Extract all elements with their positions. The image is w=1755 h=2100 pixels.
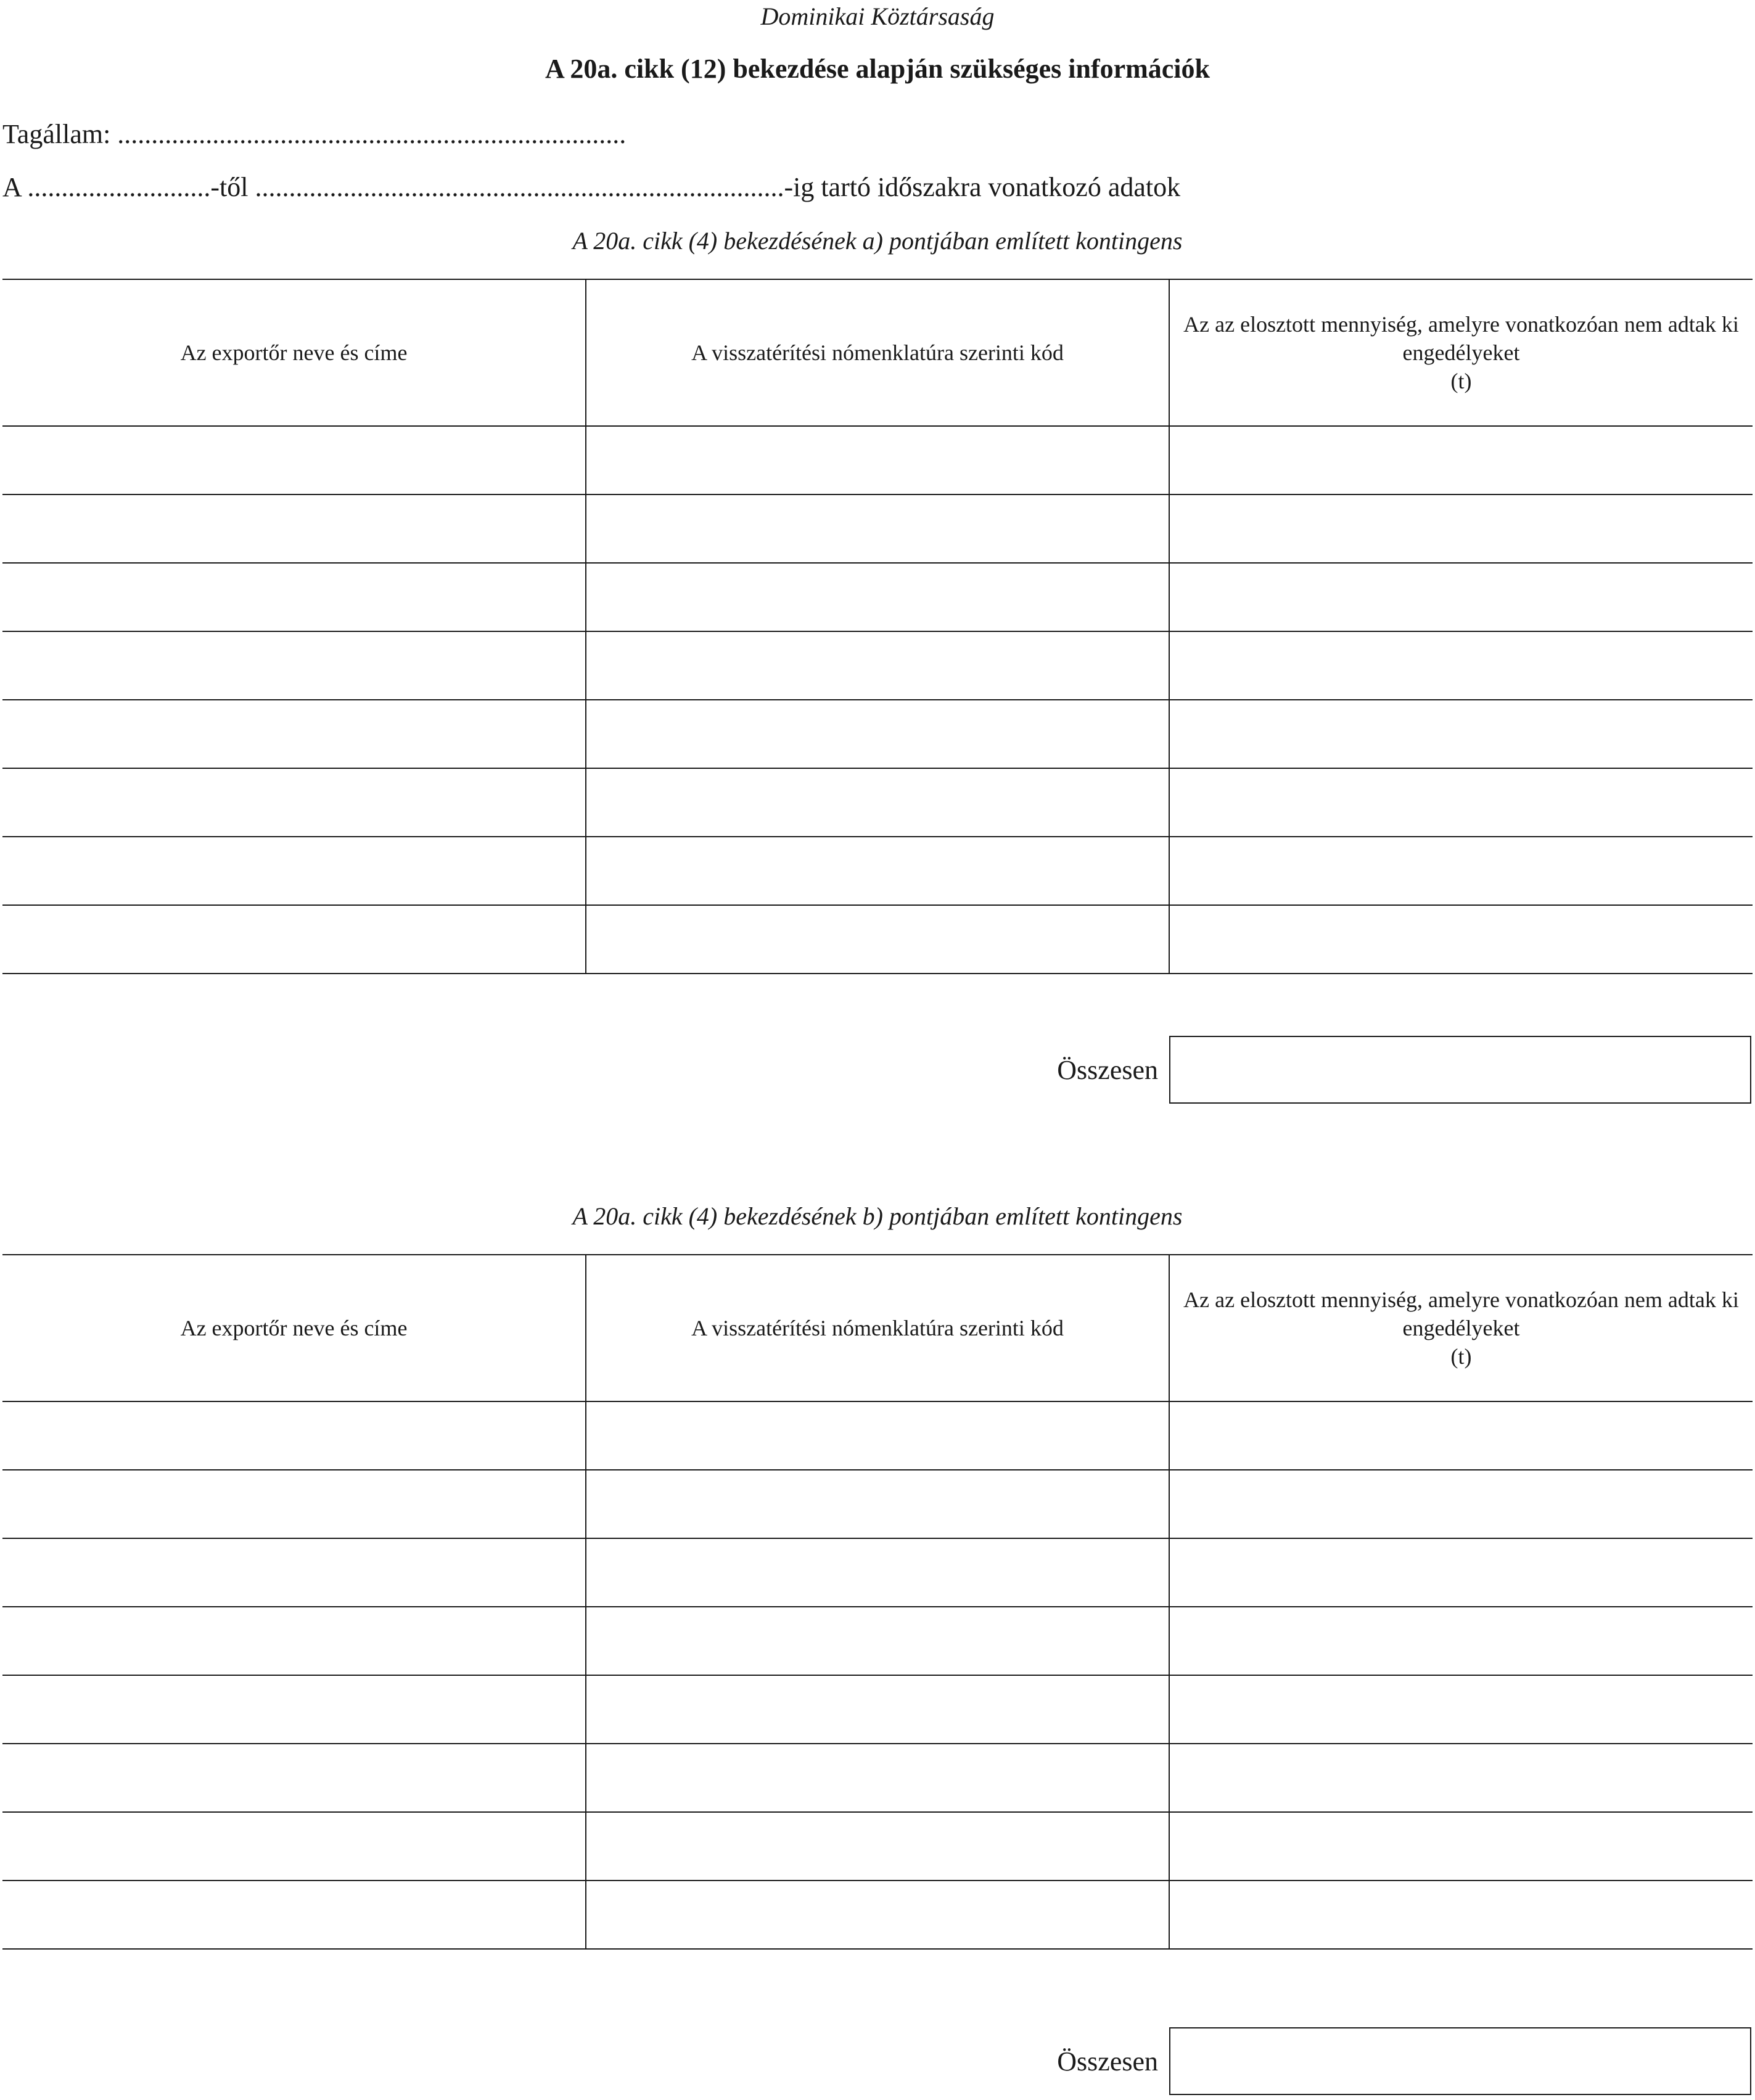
table-cell-refund-nomenclature-code[interactable] — [586, 631, 1169, 700]
table-cell-exporter-name-address[interactable] — [2, 1812, 586, 1881]
table-cell-unlicensed-quantity[interactable] — [1169, 426, 1753, 494]
table-row — [2, 837, 1753, 905]
section-a-title: A 20a. cikk (4) bekezdésének a) pontjában említett kontingens — [572, 227, 1183, 255]
column-header-unlicensed-quantity: Az az elosztott mennyiség, amelyre vonatkozóan nem adtak ki engedélyeket (t) — [1169, 1255, 1753, 1401]
table-row — [2, 494, 1753, 563]
table-row — [2, 700, 1753, 768]
table-row — [2, 1401, 1753, 1470]
table-cell-unlicensed-quantity[interactable] — [1169, 563, 1753, 631]
table-cell-refund-nomenclature-code[interactable] — [586, 905, 1169, 974]
member-state-field: Tagállam: ........................................................................... — [2, 119, 627, 149]
table-cell-refund-nomenclature-code[interactable] — [586, 426, 1169, 494]
table-row — [2, 426, 1753, 494]
table-row — [2, 563, 1753, 631]
table-cell-refund-nomenclature-code[interactable] — [586, 1812, 1169, 1881]
table-cell-refund-nomenclature-code[interactable] — [586, 1607, 1169, 1675]
table-cell-unlicensed-quantity[interactable] — [1169, 1744, 1753, 1812]
table-cell-unlicensed-quantity[interactable] — [1169, 837, 1753, 905]
table-cell-refund-nomenclature-code[interactable] — [586, 1675, 1169, 1744]
table-cell-unlicensed-quantity[interactable] — [1169, 1607, 1753, 1675]
table-cell-unlicensed-quantity[interactable] — [1169, 700, 1753, 768]
table-row — [2, 631, 1753, 700]
quota-table-a — [2, 279, 1753, 974]
table-cell-unlicensed-quantity[interactable] — [1169, 1401, 1753, 1470]
table-cell-unlicensed-quantity[interactable] — [1169, 494, 1753, 563]
total-field-b[interactable] — [1169, 2027, 1751, 2095]
table-cell-refund-nomenclature-code[interactable] — [586, 1538, 1169, 1607]
table-row — [2, 1812, 1753, 1881]
section-b-title: A 20a. cikk (4) bekezdésének b) pontjában említett kontingens — [572, 1202, 1183, 1230]
table-cell-refund-nomenclature-code[interactable] — [586, 494, 1169, 563]
table-cell-unlicensed-quantity[interactable] — [1169, 1812, 1753, 1881]
column-header-exporter-name-address: Az exportőr neve és címe — [2, 279, 586, 426]
table-row — [2, 1607, 1753, 1675]
table-cell-refund-nomenclature-code[interactable] — [586, 1470, 1169, 1538]
table-cell-refund-nomenclature-code[interactable] — [586, 768, 1169, 837]
table-cell-exporter-name-address[interactable] — [2, 494, 586, 563]
table-cell-exporter-name-address[interactable] — [2, 1607, 586, 1675]
table-cell-exporter-name-address[interactable] — [2, 700, 586, 768]
table-cell-exporter-name-address[interactable] — [2, 837, 586, 905]
table-cell-exporter-name-address[interactable] — [2, 1401, 586, 1470]
table-cell-refund-nomenclature-code[interactable] — [586, 1744, 1169, 1812]
table-cell-unlicensed-quantity[interactable] — [1169, 1675, 1753, 1744]
table-row — [2, 1675, 1753, 1744]
total-label-a: Összesen — [1057, 1055, 1158, 1085]
table-row — [2, 1470, 1753, 1538]
table-cell-refund-nomenclature-code[interactable] — [586, 837, 1169, 905]
table-cell-refund-nomenclature-code[interactable] — [586, 1401, 1169, 1470]
total-field-a[interactable] — [1169, 1036, 1751, 1104]
table-row — [2, 768, 1753, 837]
column-header-refund-nomenclature-code: A visszatérítési nómenklatúra szerinti kód — [586, 279, 1169, 426]
table-row — [2, 1881, 1753, 1949]
table-cell-exporter-name-address[interactable] — [2, 768, 586, 837]
table-cell-exporter-name-address[interactable] — [2, 1881, 586, 1949]
table-cell-exporter-name-address[interactable] — [2, 631, 586, 700]
table-cell-unlicensed-quantity[interactable] — [1169, 1881, 1753, 1949]
table-cell-exporter-name-address[interactable] — [2, 1470, 586, 1538]
total-label-b: Összesen — [1057, 2046, 1158, 2077]
table-cell-exporter-name-address[interactable] — [2, 1744, 586, 1812]
table-cell-unlicensed-quantity[interactable] — [1169, 905, 1753, 974]
table-cell-unlicensed-quantity[interactable] — [1169, 1538, 1753, 1607]
quota-table-b — [2, 1254, 1753, 1950]
column-header-exporter-name-address: Az exportőr neve és címe — [2, 1255, 586, 1401]
table-cell-exporter-name-address[interactable] — [2, 1675, 586, 1744]
country-heading: Dominikai Köztársaság — [760, 2, 995, 30]
table-cell-refund-nomenclature-code[interactable] — [586, 1881, 1169, 1949]
table-cell-unlicensed-quantity[interactable] — [1169, 1470, 1753, 1538]
table-cell-exporter-name-address[interactable] — [2, 1538, 586, 1607]
table-header-row — [2, 1255, 1753, 1401]
table-cell-unlicensed-quantity[interactable] — [1169, 768, 1753, 837]
table-cell-exporter-name-address[interactable] — [2, 426, 586, 494]
reporting-period-field: A ...........................-től ..............................................................................-ig tartó időszakra vonatkozó adatok — [2, 172, 1181, 202]
table-cell-unlicensed-quantity[interactable] — [1169, 631, 1753, 700]
table-cell-refund-nomenclature-code[interactable] — [586, 700, 1169, 768]
column-header-unlicensed-quantity: Az az elosztott mennyiség, amelyre vonatkozóan nem adtak ki engedélyeket (t) — [1169, 279, 1753, 426]
page-title: A 20a. cikk (12) bekezdése alapján szükséges információk — [545, 54, 1210, 84]
table-row — [2, 1538, 1753, 1607]
table-cell-exporter-name-address[interactable] — [2, 905, 586, 974]
table-row — [2, 905, 1753, 974]
table-cell-refund-nomenclature-code[interactable] — [586, 563, 1169, 631]
column-header-refund-nomenclature-code: A visszatérítési nómenklatúra szerinti kód — [586, 1255, 1169, 1401]
table-cell-exporter-name-address[interactable] — [2, 563, 586, 631]
table-header-row — [2, 279, 1753, 426]
table-row — [2, 1744, 1753, 1812]
